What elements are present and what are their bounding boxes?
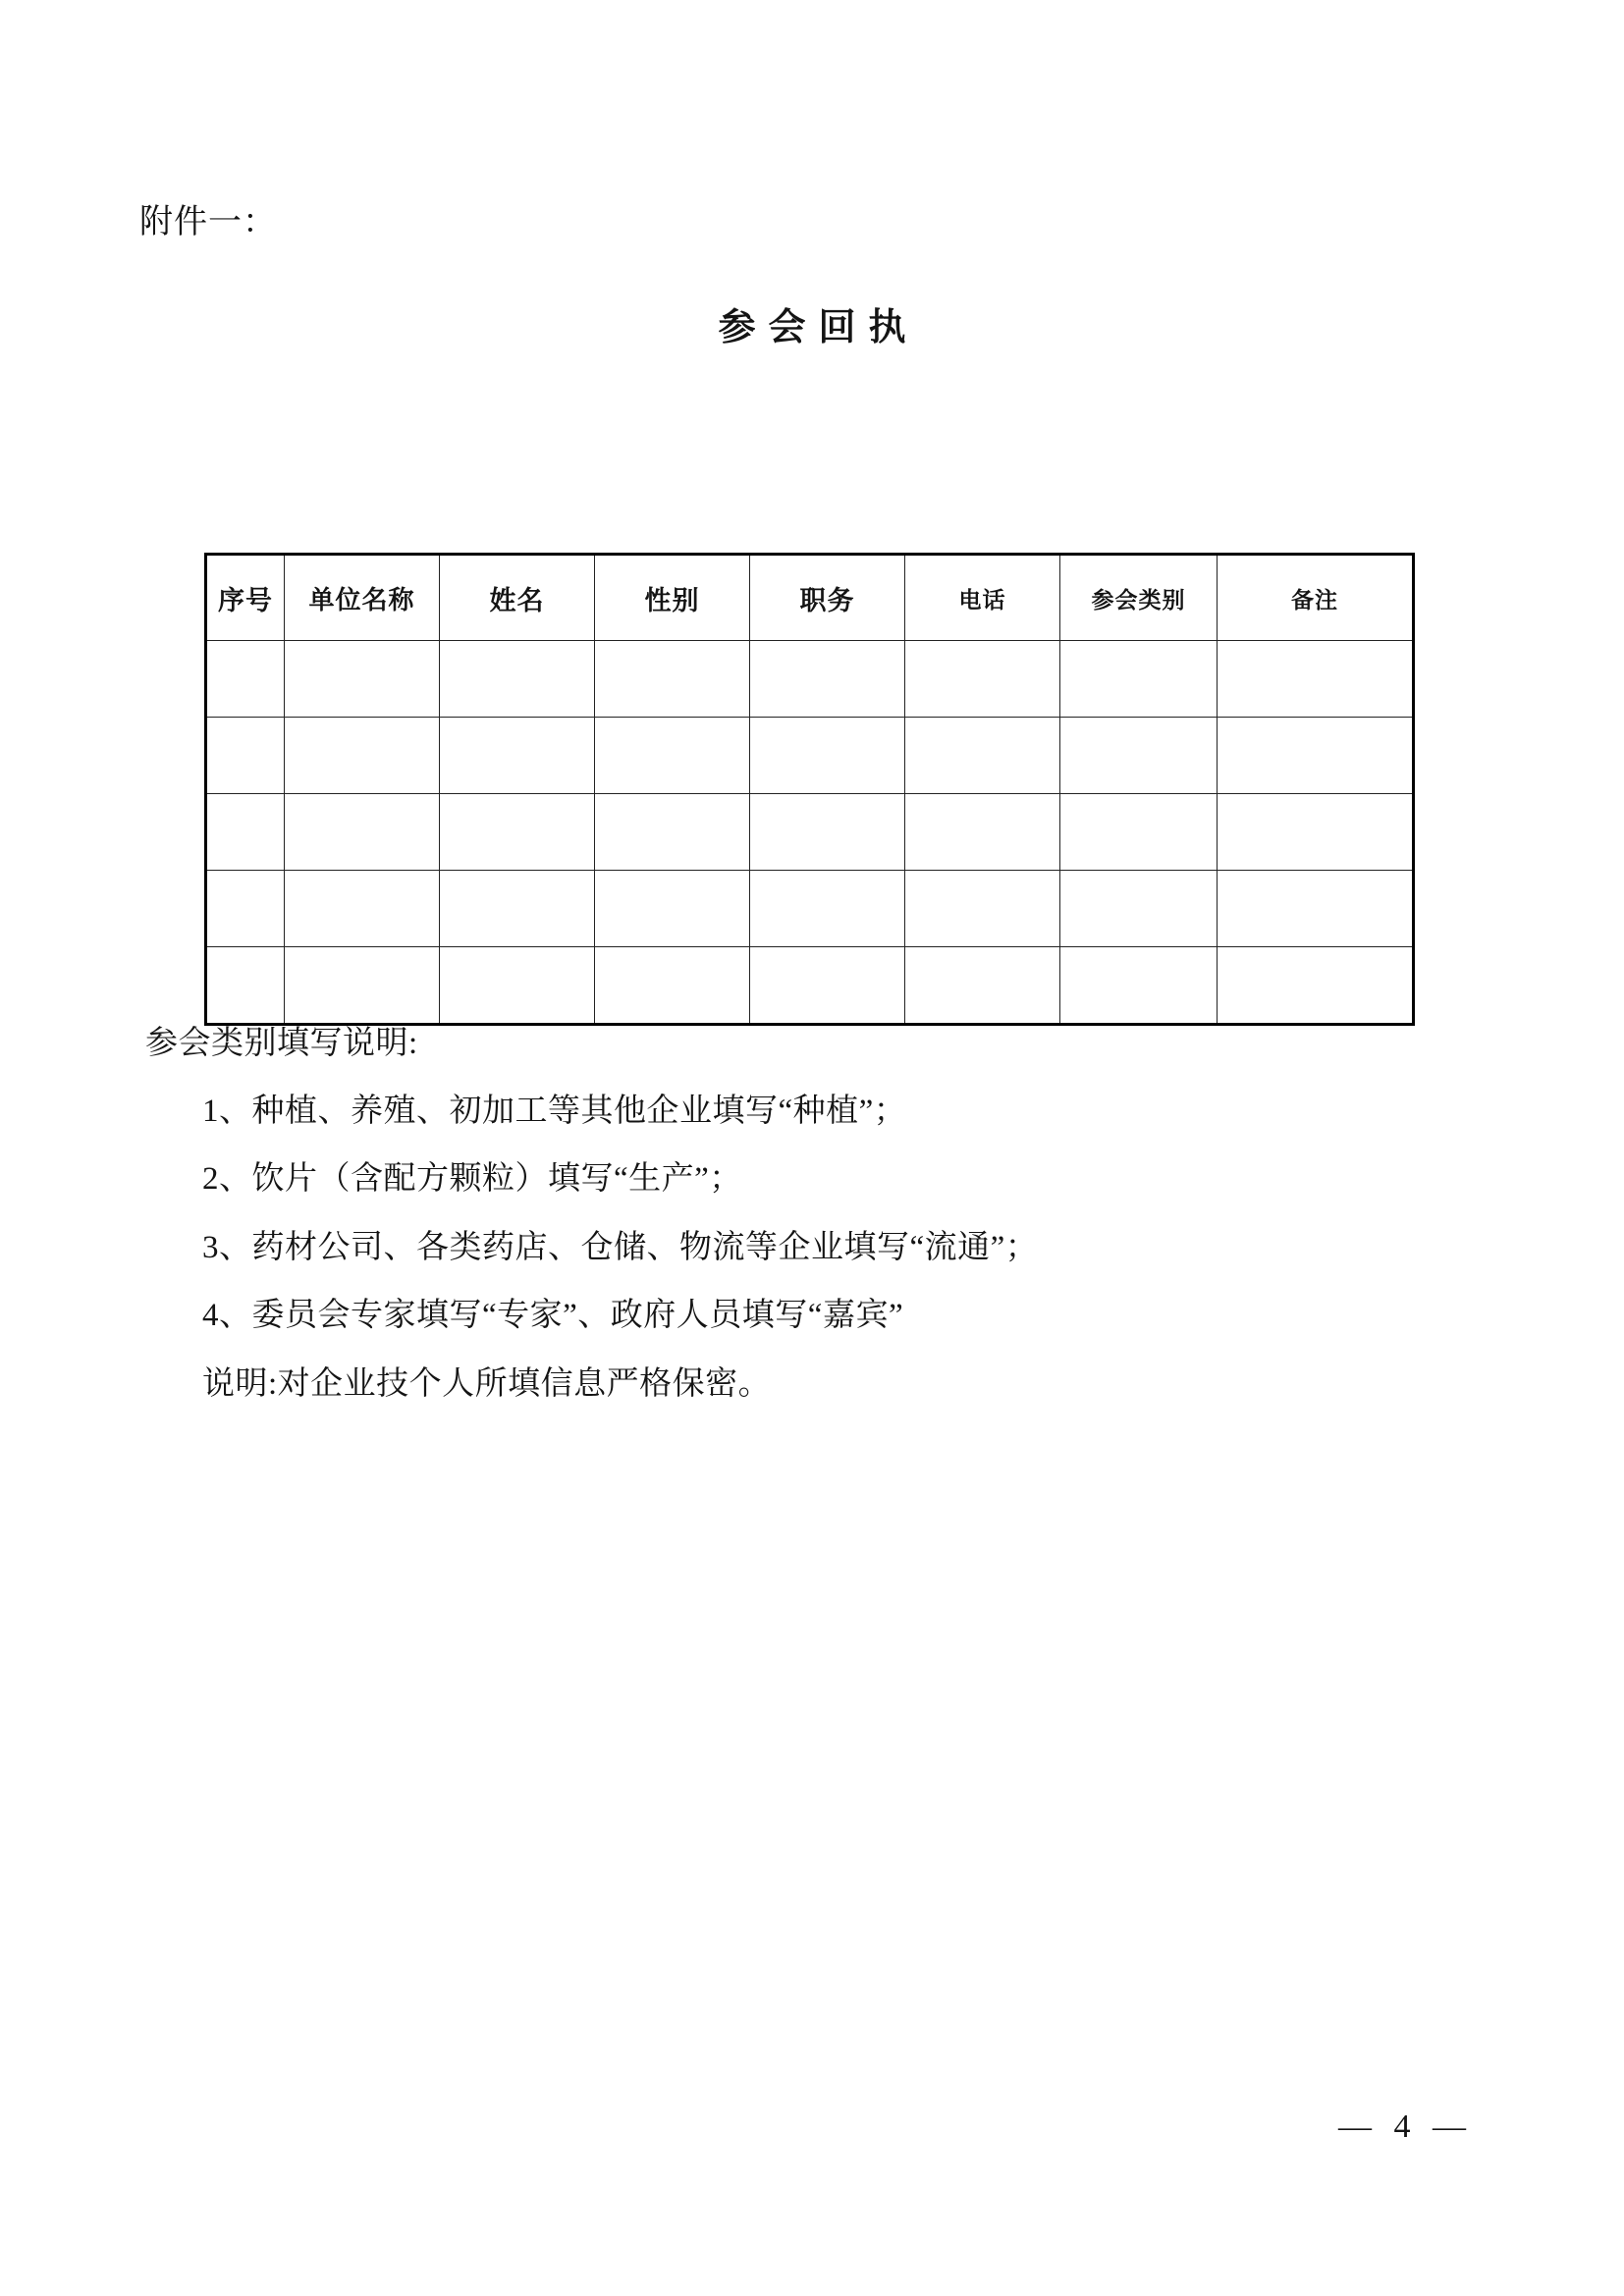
table-header-name: 姓名 [440, 555, 595, 641]
table-header-position: 职务 [750, 555, 905, 641]
cell-attendance-category[interactable] [1060, 794, 1218, 871]
cell-gender[interactable] [595, 641, 750, 718]
table-row [206, 641, 1414, 718]
table-row [206, 718, 1414, 794]
notes-heading: 参会类别填写说明: [145, 1026, 418, 1061]
cell-name[interactable] [440, 947, 595, 1025]
cell-attendance-category[interactable] [1060, 947, 1218, 1025]
table-header-serial-number: 序号 [206, 555, 285, 641]
table-header-attendance-category: 参会类别 [1060, 555, 1218, 641]
cell-name[interactable] [440, 871, 595, 947]
notes-section [145, 1021, 1422, 1409]
cell-serial-number[interactable] [206, 794, 285, 871]
cell-name[interactable] [440, 718, 595, 794]
cell-position[interactable] [750, 794, 905, 871]
note-item-2: 2、饮片（含配方颗粒）填写“生产”； [202, 1161, 742, 1198]
cell-serial-number[interactable] [206, 871, 285, 947]
cell-attendance-category[interactable] [1060, 718, 1218, 794]
cell-serial-number[interactable] [206, 641, 285, 718]
note-item-4: 4、委员会专家填写“专家”、政府人员填写“嘉宾” [202, 1298, 904, 1334]
cell-gender[interactable] [595, 871, 750, 947]
cell-remarks[interactable] [1218, 794, 1414, 871]
cell-position[interactable] [750, 947, 905, 1025]
cell-unit-name[interactable] [285, 641, 440, 718]
page-title: 参会回执 [718, 307, 919, 348]
cell-phone[interactable] [905, 718, 1060, 794]
receipt-table-container [204, 553, 1412, 1026]
page-number-footer: — 4 — [1338, 2109, 1473, 2145]
cell-name[interactable] [440, 641, 595, 718]
note-item-3: 3、药材公司、各类药店、仓储、物流等企业填写“流通”； [202, 1229, 1039, 1265]
table-row [206, 871, 1414, 947]
note-item-1: 1、种植、养殖、初加工等其他企业填写“种植”； [202, 1093, 907, 1129]
cell-attendance-category[interactable] [1060, 871, 1218, 947]
cell-phone[interactable] [905, 641, 1060, 718]
cell-position[interactable] [750, 718, 905, 794]
table-row [206, 794, 1414, 871]
table-row [206, 947, 1414, 1025]
cell-unit-name[interactable] [285, 718, 440, 794]
cell-gender[interactable] [595, 794, 750, 871]
confidentiality-note: 说明:对企业技个人所填信息严格保密。 [202, 1365, 772, 1402]
cell-serial-number[interactable] [206, 718, 285, 794]
cell-serial-number[interactable] [206, 947, 285, 1025]
cell-attendance-category[interactable] [1060, 641, 1218, 718]
table-header-remarks: 备注 [1218, 555, 1414, 641]
cell-position[interactable] [750, 641, 905, 718]
participant-receipt-table [204, 553, 1415, 1026]
cell-unit-name[interactable] [285, 794, 440, 871]
table-header-gender: 性别 [595, 555, 750, 641]
cell-unit-name[interactable] [285, 947, 440, 1025]
cell-position[interactable] [750, 871, 905, 947]
table-header-unit-name: 单位名称 [285, 555, 440, 641]
cell-remarks[interactable] [1218, 947, 1414, 1025]
cell-phone[interactable] [905, 794, 1060, 871]
cell-name[interactable] [440, 794, 595, 871]
table-body [206, 641, 1414, 1025]
cell-phone[interactable] [905, 947, 1060, 1025]
cell-remarks[interactable] [1218, 718, 1414, 794]
cell-remarks[interactable] [1218, 641, 1414, 718]
attachment-label: 附件一： [139, 204, 277, 240]
table-header-phone: 电话 [905, 555, 1060, 641]
cell-unit-name[interactable] [285, 871, 440, 947]
cell-gender[interactable] [595, 947, 750, 1025]
cell-gender[interactable] [595, 718, 750, 794]
table-header-row [206, 555, 1414, 641]
cell-phone[interactable] [905, 871, 1060, 947]
cell-remarks[interactable] [1218, 871, 1414, 947]
